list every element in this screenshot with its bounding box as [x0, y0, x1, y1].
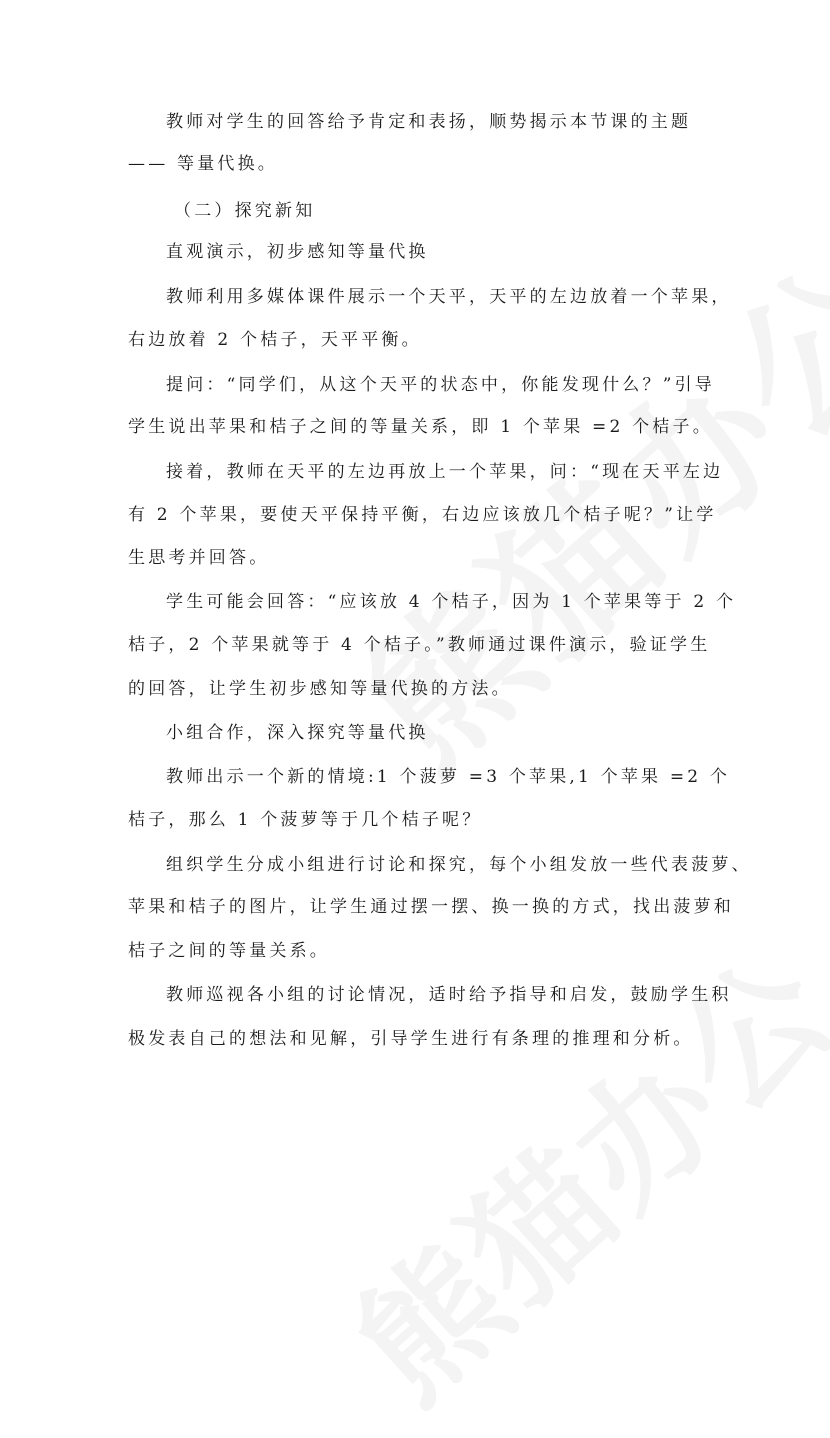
paragraph-line: 教师利用多媒体课件展示一个天平，天平的左边放着一个苹果，: [166, 287, 732, 307]
paragraph-line: 教师巡视各小组的讨论情况，适时给予指导和启发，鼓励学生积: [166, 985, 732, 1005]
paragraph-line: 提问：“同学们，从这个天平的状态中，你能发现什么？”引导: [166, 375, 715, 395]
paragraph-line: 教师出示一个新的情境:1 个菠萝 =3 个苹果,1 个苹果 =2 个: [166, 767, 731, 787]
paragraph-line: 接着，教师在天平的左边再放上一个苹果，问：“现在天平左边: [166, 462, 724, 482]
paragraph-line: 的回答，让学生初步感知等量代换的方法。: [128, 679, 512, 699]
paragraph-line: 学生可能会回答：“应该放 4 个桔子，因为 1 个苹果等于 2 个: [166, 592, 737, 612]
paragraph-line: 组织学生分成小组进行讨论和探究，每个小组发放一些代表菠萝、: [166, 855, 752, 875]
paragraph-line: 学生说出苹果和桔子之间的等量关系，即 1 个苹果 =2 个桔子。: [128, 417, 713, 437]
paragraph-line: 桔子，2 个苹果就等于 4 个桔子。”教师通过课件演示，验证学生: [128, 635, 711, 655]
paragraph-line: 桔子，那么 1 个菠萝等于几个桔子呢？: [128, 810, 483, 830]
paragraph-line: 教师对学生的回答给予肯定和表扬，顺势揭示本节课的主题: [166, 112, 692, 132]
subsection-heading: 直观演示，初步感知等量代换: [166, 242, 429, 262]
section-heading: （二）探究新知: [174, 201, 316, 221]
watermark: [307, 903, 830, 1438]
paragraph-line: —— 等量代换。: [128, 154, 279, 174]
paragraph-line: 苹果和桔子的图片，让学生通过摆一摆、换一换的方式，找出菠萝和: [128, 897, 734, 917]
subsection-heading: 小组合作，深入探究等量代换: [166, 723, 429, 743]
paragraph-line: 桔子之间的等量关系。: [128, 941, 330, 961]
paragraph-line: 生思考并回答。: [128, 548, 270, 568]
paragraph-line: 右边放着 2 个桔子，天平平衡。: [128, 330, 422, 350]
paragraph-line: 极发表自己的想法和见解，引导学生进行有条理的推理和分析。: [128, 1029, 694, 1049]
paragraph-line: 有 2 个苹果，要使天平保持平衡，右边应该放几个桔子呢？”让学: [128, 505, 717, 525]
